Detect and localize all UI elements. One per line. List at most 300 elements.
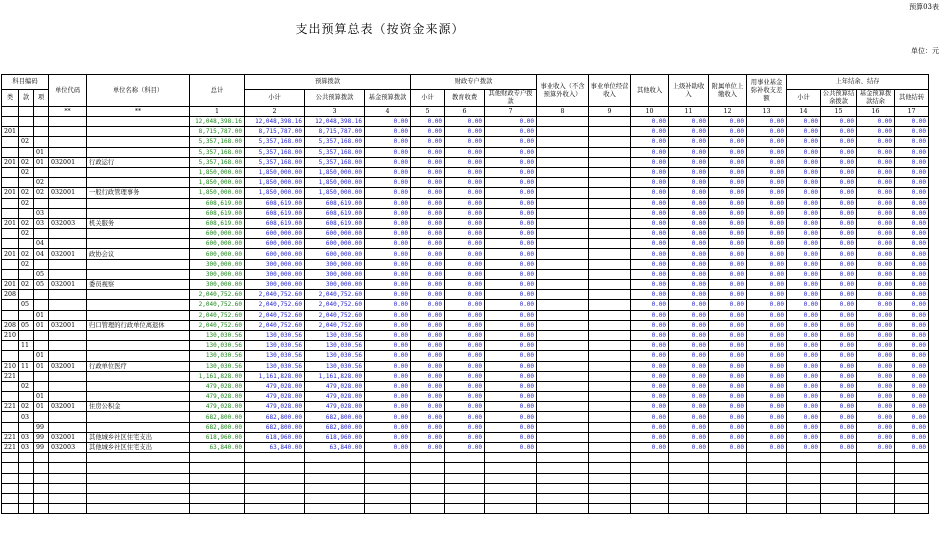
- cell-zero: 0.00: [709, 117, 747, 127]
- cell-empty: [485, 453, 537, 463]
- cell-total: 8,715,787.00: [190, 127, 245, 137]
- cell-empty: [445, 453, 485, 463]
- cell-zero: 0.00: [669, 412, 709, 422]
- cell-b-subtotal: 5,357,168.00: [245, 137, 305, 147]
- cell-total: 63,840.00: [190, 443, 245, 453]
- cell-xiang: [34, 229, 49, 239]
- cell-lei: [2, 117, 19, 127]
- cell-zero: 0.00: [747, 178, 787, 188]
- cell-zero: 0.00: [485, 280, 537, 290]
- cell-zero: 0.00: [445, 320, 485, 330]
- cell-zero: 0.00: [445, 351, 485, 361]
- cell-unit-name: [87, 127, 190, 137]
- cell-b-public: 12,048,398.16: [305, 117, 365, 127]
- cell-zero: 0.00: [747, 167, 787, 177]
- cell-empty: [787, 493, 821, 503]
- cell-b-subtotal: 5,357,168.00: [245, 147, 305, 157]
- cell-empty: [190, 493, 245, 503]
- cell-empty: [34, 493, 49, 503]
- cell-zero: 0.00: [821, 351, 857, 361]
- cell-biz-income: [537, 208, 589, 218]
- cell-zero: 0.00: [631, 300, 669, 310]
- col-unit-name-star: **: [87, 107, 190, 117]
- cell-empty: [245, 453, 305, 463]
- cell-kuan: 02: [19, 229, 34, 239]
- cell-unit-name: [87, 300, 190, 310]
- cell-lei: [2, 310, 19, 320]
- cell-zero: 0.00: [445, 127, 485, 137]
- cell-zero: 0.00: [669, 218, 709, 228]
- cell-kuan: 02: [19, 381, 34, 391]
- cell-empty: [365, 504, 411, 514]
- cell-biz-oper: [589, 422, 631, 432]
- cell-empty: [895, 483, 929, 493]
- cell-zero: 0.00: [631, 198, 669, 208]
- col-index-13: 13: [747, 107, 787, 117]
- cell-zero: 0.00: [895, 178, 929, 188]
- cell-biz-income: [537, 432, 589, 442]
- cell-empty: [190, 483, 245, 493]
- cell-unit-code: 032003: [49, 443, 87, 453]
- cell-zero: 0.00: [857, 127, 895, 137]
- cell-empty: [631, 473, 669, 483]
- cell-unit-code: 032001: [49, 361, 87, 371]
- cell-zero: 0.00: [709, 127, 747, 137]
- cell-empty: [245, 483, 305, 493]
- cell-lei: [2, 392, 19, 402]
- cell-zero: 0.00: [485, 320, 537, 330]
- cell-empty: [34, 473, 49, 483]
- cell-zero: 0.00: [821, 412, 857, 422]
- cell-total: 682,800.00: [190, 412, 245, 422]
- cell-lei: [2, 412, 19, 422]
- cell-unit-code: [49, 290, 87, 300]
- cell-biz-oper: [589, 259, 631, 269]
- col-index-2: 2: [245, 107, 305, 117]
- cell-biz-income: [537, 412, 589, 422]
- cell-empty: [709, 473, 747, 483]
- cell-zero: 0.00: [365, 412, 411, 422]
- cell-lei: 221: [2, 371, 19, 381]
- cell-biz-income: [537, 157, 589, 167]
- table-row: [2, 229, 929, 239]
- cell-empty: [709, 504, 747, 514]
- cell-b-subtotal: 479,028.00: [245, 392, 305, 402]
- cell-zero: 0.00: [669, 320, 709, 330]
- cell-biz-oper: [589, 330, 631, 340]
- cell-b-public: 300,000.00: [305, 259, 365, 269]
- cell-b-subtotal: 682,800.00: [245, 412, 305, 422]
- cell-zero: 0.00: [365, 290, 411, 300]
- cell-b-subtotal: 682,800.00: [245, 422, 305, 432]
- cell-xiang: [34, 300, 49, 310]
- cell-kuan: 05: [19, 320, 34, 330]
- cell-lei: [2, 178, 19, 188]
- cell-zero: 0.00: [747, 422, 787, 432]
- cell-zero: 0.00: [709, 351, 747, 361]
- cell-lei: 208: [2, 290, 19, 300]
- cell-zero: 0.00: [895, 157, 929, 167]
- cell-zero: 0.00: [631, 412, 669, 422]
- cell-lei: 201: [2, 249, 19, 259]
- col-unit-name: 单位名称（科目）: [87, 75, 190, 107]
- table-row: [2, 218, 929, 228]
- cell-zero: 0.00: [411, 392, 445, 402]
- cell-zero: 0.00: [445, 341, 485, 351]
- cell-total: 130,030.56: [190, 361, 245, 371]
- cell-b-subtotal: 2,040,752.60: [245, 310, 305, 320]
- col-affil-pay: 附属单位上缴收入: [709, 75, 747, 107]
- cell-b-public: 479,028.00: [305, 392, 365, 402]
- table-row: [2, 167, 929, 177]
- cell-zero: 0.00: [485, 310, 537, 320]
- cell-b-subtotal: 130,030.56: [245, 351, 305, 361]
- table-row: [2, 392, 929, 402]
- cell-total: 1,161,828.00: [190, 371, 245, 381]
- cell-b-subtotal: 600,000.00: [245, 249, 305, 259]
- cell-empty: [305, 493, 365, 503]
- cell-zero: 0.00: [445, 361, 485, 371]
- col-b-public: 公共预算拨款: [305, 90, 365, 107]
- cell-zero: 0.00: [787, 178, 821, 188]
- cell-empty: [589, 483, 631, 493]
- cell-zero: 0.00: [709, 381, 747, 391]
- cell-empty: [631, 504, 669, 514]
- cell-empty: [445, 463, 485, 473]
- cell-biz-income: [537, 239, 589, 249]
- cell-biz-income: [537, 290, 589, 300]
- cell-unit-name: [87, 351, 190, 361]
- cell-zero: 0.00: [787, 310, 821, 320]
- cell-zero: 0.00: [895, 422, 929, 432]
- cell-empty: [19, 493, 34, 503]
- cell-empty: [787, 463, 821, 473]
- cell-kuan: [19, 239, 34, 249]
- cell-unit-name: 委员视察: [87, 280, 190, 290]
- cell-zero: 0.00: [821, 157, 857, 167]
- table-header: [2, 75, 929, 117]
- col-index-16: 16: [857, 107, 895, 117]
- cell-lei: [2, 259, 19, 269]
- cell-zero: 0.00: [821, 320, 857, 330]
- cell-zero: 0.00: [747, 198, 787, 208]
- cell-zero: 0.00: [709, 269, 747, 279]
- cell-zero: 0.00: [365, 402, 411, 412]
- cell-total: 1,850,000.00: [190, 167, 245, 177]
- cell-empty: [411, 493, 445, 503]
- cell-zero: 0.00: [365, 320, 411, 330]
- cell-zero: 0.00: [747, 392, 787, 402]
- cell-kuan: 03: [19, 443, 34, 453]
- cell-zero: 0.00: [669, 381, 709, 391]
- cell-zero: 0.00: [857, 412, 895, 422]
- col-kuan: 款: [19, 90, 34, 107]
- cell-unit-name: [87, 117, 190, 127]
- cell-empty: [537, 463, 589, 473]
- cell-zero: 0.00: [445, 178, 485, 188]
- cell-b-subtotal: 130,030.56: [245, 361, 305, 371]
- cell-biz-oper: [589, 320, 631, 330]
- cell-zero: 0.00: [895, 198, 929, 208]
- cell-empty: [747, 463, 787, 473]
- cell-zero: 0.00: [709, 137, 747, 147]
- cell-zero: 0.00: [445, 290, 485, 300]
- cell-zero: 0.00: [445, 392, 485, 402]
- cell-zero: 0.00: [787, 280, 821, 290]
- cell-zero: 0.00: [485, 137, 537, 147]
- cell-b-subtotal: 1,850,000.00: [245, 178, 305, 188]
- col-upper-sub: 上级补助收入: [669, 75, 709, 107]
- cell-biz-income: [537, 381, 589, 391]
- cell-zero: 0.00: [485, 432, 537, 442]
- cell-zero: 0.00: [821, 330, 857, 340]
- cell-total: 130,030.56: [190, 341, 245, 351]
- empty-row: [2, 493, 929, 503]
- cell-zero: 0.00: [787, 137, 821, 147]
- cell-xiang: 05: [34, 280, 49, 290]
- cell-biz-oper: [589, 208, 631, 218]
- cell-biz-oper: [589, 127, 631, 137]
- table-row: [2, 341, 929, 351]
- cell-zero: 0.00: [787, 300, 821, 310]
- cell-empty: [305, 483, 365, 493]
- cell-empty: [87, 493, 190, 503]
- cell-biz-oper: [589, 117, 631, 127]
- cell-b-public: 600,000.00: [305, 249, 365, 259]
- cell-b-subtotal: 130,030.56: [245, 341, 305, 351]
- cell-xiang: [34, 371, 49, 381]
- cell-kuan: [19, 330, 34, 340]
- cell-b-subtotal: 2,040,752.60: [245, 290, 305, 300]
- cell-empty: [34, 453, 49, 463]
- cell-zero: 0.00: [365, 300, 411, 310]
- cell-empty: [669, 473, 709, 483]
- cell-lei: [2, 239, 19, 249]
- cell-lei: 221: [2, 443, 19, 453]
- cell-zero: 0.00: [709, 290, 747, 300]
- cell-zero: 0.00: [365, 157, 411, 167]
- cell-zero: 0.00: [411, 402, 445, 412]
- cell-zero: 0.00: [411, 300, 445, 310]
- cell-lei: 201: [2, 280, 19, 290]
- cell-b-subtotal: 608,619.00: [245, 218, 305, 228]
- cell-zero: 0.00: [787, 381, 821, 391]
- cell-zero: 0.00: [365, 167, 411, 177]
- cell-zero: 0.00: [445, 208, 485, 218]
- cell-zero: 0.00: [787, 290, 821, 300]
- cell-zero: 0.00: [631, 351, 669, 361]
- cell-unit-name: [87, 269, 190, 279]
- cell-empty: [747, 493, 787, 503]
- cell-zero: 0.00: [895, 229, 929, 239]
- cell-zero: 0.00: [857, 198, 895, 208]
- cell-zero: 0.00: [445, 269, 485, 279]
- cell-empty: [537, 483, 589, 493]
- cell-zero: 0.00: [445, 188, 485, 198]
- cell-zero: 0.00: [631, 147, 669, 157]
- col-index-11: 11: [669, 107, 709, 117]
- table-row: [2, 249, 929, 259]
- cell-empty: [445, 483, 485, 493]
- cell-zero: 0.00: [445, 229, 485, 239]
- cell-xiang: 01: [34, 157, 49, 167]
- cell-biz-income: [537, 310, 589, 320]
- cell-zero: 0.00: [709, 239, 747, 249]
- cell-zero: 0.00: [709, 422, 747, 432]
- cell-biz-income: [537, 167, 589, 177]
- cell-xiang: 01: [34, 402, 49, 412]
- cell-zero: 0.00: [365, 229, 411, 239]
- cell-b-subtotal: 608,619.00: [245, 198, 305, 208]
- cell-zero: 0.00: [669, 208, 709, 218]
- cell-zero: 0.00: [787, 443, 821, 453]
- cell-lei: 210: [2, 330, 19, 340]
- col-c-other: 其他结转: [895, 90, 929, 107]
- cell-zero: 0.00: [631, 402, 669, 412]
- cell-b-subtotal: 12,048,398.16: [245, 117, 305, 127]
- page-title: 支出预算总表（按资金来源）: [295, 22, 465, 36]
- cell-lei: 208: [2, 320, 19, 330]
- cell-zero: 0.00: [445, 147, 485, 157]
- col-index-9: 9: [589, 107, 631, 117]
- cell-zero: 0.00: [747, 351, 787, 361]
- cell-b-public: 682,800.00: [305, 412, 365, 422]
- cell-zero: 0.00: [747, 381, 787, 391]
- col-f-edu: 教育收费: [445, 90, 485, 107]
- cell-unit-code: [49, 137, 87, 147]
- cell-zero: 0.00: [787, 239, 821, 249]
- cell-unit-code: [49, 341, 87, 351]
- cell-unit-name: [87, 178, 190, 188]
- cell-empty: [34, 483, 49, 493]
- cell-empty: [411, 463, 445, 473]
- cell-zero: 0.00: [669, 259, 709, 269]
- cell-zero: 0.00: [895, 117, 929, 127]
- cell-zero: 0.00: [631, 392, 669, 402]
- cell-empty: [245, 463, 305, 473]
- cell-zero: 0.00: [365, 381, 411, 391]
- cell-total: 2,040,752.60: [190, 320, 245, 330]
- cell-zero: 0.00: [787, 320, 821, 330]
- cell-zero: 0.00: [365, 239, 411, 249]
- cell-empty: [34, 504, 49, 514]
- cell-unit-name: [87, 290, 190, 300]
- cell-empty: [485, 504, 537, 514]
- cell-biz-oper: [589, 341, 631, 351]
- cell-zero: 0.00: [857, 341, 895, 351]
- cell-b-public: 1,161,828.00: [305, 371, 365, 381]
- cell-zero: 0.00: [411, 443, 445, 453]
- cell-b-public: 2,040,752.60: [305, 290, 365, 300]
- cell-biz-oper: [589, 218, 631, 228]
- cell-zero: 0.00: [857, 300, 895, 310]
- cell-unit-code: 032001: [49, 188, 87, 198]
- cell-empty: [857, 504, 895, 514]
- cell-unit-name: 行政运行: [87, 157, 190, 167]
- cell-zero: 0.00: [365, 361, 411, 371]
- cell-unit-code: [49, 392, 87, 402]
- cell-b-public: 5,357,168.00: [305, 147, 365, 157]
- table-row: [2, 259, 929, 269]
- cell-b-subtotal: 300,000.00: [245, 280, 305, 290]
- cell-total: 5,357,168.00: [190, 157, 245, 167]
- cell-xiang: 01: [34, 147, 49, 157]
- cell-zero: 0.00: [747, 188, 787, 198]
- col-unit-code-star: **: [49, 107, 87, 117]
- cell-biz-income: [537, 147, 589, 157]
- cell-kuan: 02: [19, 218, 34, 228]
- cell-zero: 0.00: [895, 371, 929, 381]
- cell-empty: [709, 483, 747, 493]
- cell-total: 682,800.00: [190, 422, 245, 432]
- cell-lei: [2, 147, 19, 157]
- cell-zero: 0.00: [485, 290, 537, 300]
- cell-zero: 0.00: [787, 269, 821, 279]
- cell-empty: [485, 493, 537, 503]
- table-body: [2, 117, 929, 514]
- cell-zero: 0.00: [631, 137, 669, 147]
- cell-zero: 0.00: [669, 392, 709, 402]
- cell-kuan: [19, 269, 34, 279]
- cell-lei: [2, 137, 19, 147]
- cell-zero: 0.00: [365, 351, 411, 361]
- cell-zero: 0.00: [485, 330, 537, 340]
- cell-zero: 0.00: [787, 422, 821, 432]
- cell-zero: 0.00: [445, 402, 485, 412]
- cell-kuan: 03: [19, 412, 34, 422]
- cell-empty: [411, 453, 445, 463]
- cell-zero: 0.00: [709, 280, 747, 290]
- cell-biz-income: [537, 280, 589, 290]
- cell-zero: 0.00: [857, 290, 895, 300]
- cell-zero: 0.00: [747, 127, 787, 137]
- cell-empty: [589, 473, 631, 483]
- cell-zero: 0.00: [445, 371, 485, 381]
- cell-zero: 0.00: [895, 330, 929, 340]
- cell-zero: 0.00: [747, 371, 787, 381]
- cell-b-subtotal: 608,619.00: [245, 208, 305, 218]
- table-row: [2, 147, 929, 157]
- cell-unit-name: [87, 412, 190, 422]
- cell-b-subtotal: 2,040,752.60: [245, 320, 305, 330]
- cell-empty: [245, 493, 305, 503]
- cell-zero: 0.00: [895, 218, 929, 228]
- table-row: [2, 310, 929, 320]
- cell-zero: 0.00: [631, 239, 669, 249]
- cell-lei: 201: [2, 127, 19, 137]
- cell-b-subtotal: 300,000.00: [245, 259, 305, 269]
- cell-biz-income: [537, 218, 589, 228]
- cell-zero: 0.00: [669, 137, 709, 147]
- col-index-15: 15: [821, 107, 857, 117]
- cell-zero: 0.00: [445, 422, 485, 432]
- col-c-public: 公共预算结余拨款: [821, 90, 857, 107]
- cell-biz-oper: [589, 157, 631, 167]
- cell-zero: 0.00: [669, 249, 709, 259]
- cell-zero: 0.00: [821, 229, 857, 239]
- cell-empty: [190, 453, 245, 463]
- cell-empty: [19, 463, 34, 473]
- table-row: [2, 198, 929, 208]
- cell-zero: 0.00: [787, 188, 821, 198]
- cell-zero: 0.00: [821, 310, 857, 320]
- cell-zero: 0.00: [669, 239, 709, 249]
- cell-zero: 0.00: [821, 443, 857, 453]
- cell-b-public: 130,030.56: [305, 341, 365, 351]
- cell-empty: [190, 463, 245, 473]
- cell-empty: [821, 493, 857, 503]
- cell-unit-code: [49, 422, 87, 432]
